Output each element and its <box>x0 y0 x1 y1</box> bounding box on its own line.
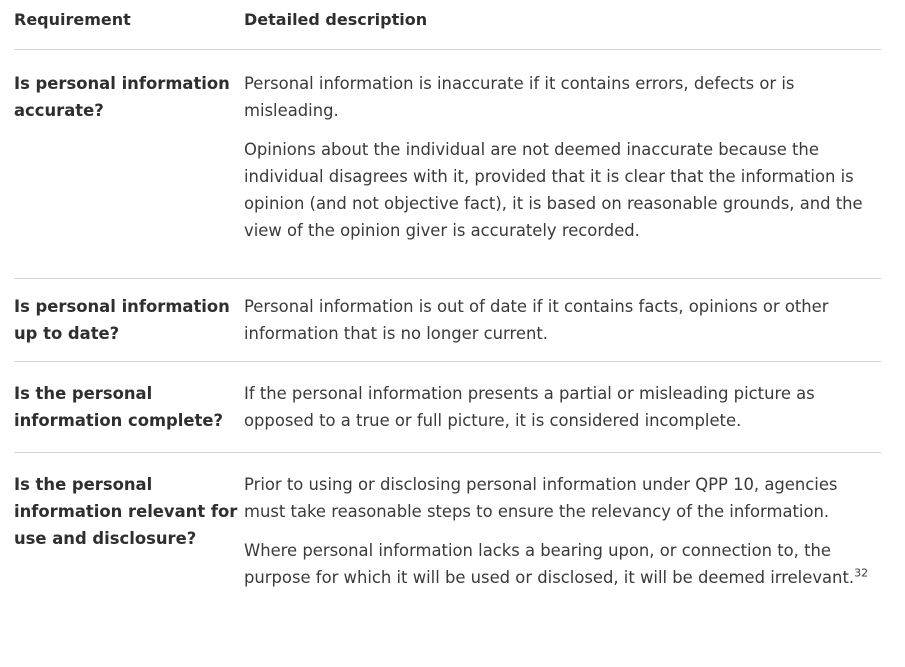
requirement-cell: Is the personal information complete? <box>14 384 223 430</box>
requirements-table <box>14 0 881 591</box>
description-cell <box>244 380 881 434</box>
footnote-link[interactable]: 32 <box>854 566 869 580</box>
description-paragraph <box>244 537 881 591</box>
description-cell <box>244 70 881 244</box>
table-row <box>14 279 881 362</box>
description-paragraph: Opinions about the individual are not deemed inaccurate because the individual disagrees with it, provided that it is clear that the information is opinion (and not objective fact), it is based on reasonable grounds, and the view of the opinion giver is accurately recorded. <box>244 140 863 240</box>
table-row <box>14 362 881 453</box>
description-paragraph: Personal information is inaccurate if it contains errors, defects or is misleading. <box>244 74 795 120</box>
header-description: Detailed description <box>244 10 428 29</box>
table-header-row <box>14 0 881 50</box>
description-cell <box>244 471 881 591</box>
table-row <box>14 50 881 279</box>
requirement-cell: Is personal information up to date? <box>14 297 230 343</box>
requirement-cell: Is personal information accurate? <box>14 74 230 120</box>
header-requirement: Requirement <box>14 10 131 29</box>
requirement-cell: Is the personal information relevant for use and disclosure? <box>14 475 238 548</box>
table-row <box>14 453 881 591</box>
description-paragraph: Personal information is out of date if it contains facts, opinions or other information that is no longer current. <box>244 297 829 343</box>
description-paragraph: Prior to using or disclosing personal information under QPP 10, agencies must take reasonable steps to ensure the relevancy of the information. <box>244 475 838 521</box>
description-text: Where personal information lacks a bearing upon, or connection to, the purpose for which it will be used or disclosed, it will be deemed irrelevant. <box>244 541 855 587</box>
description-cell <box>244 293 881 347</box>
description-paragraph: If the personal information presents a partial or misleading picture as opposed to a true or full picture, it is considered incomplete. <box>244 384 815 430</box>
